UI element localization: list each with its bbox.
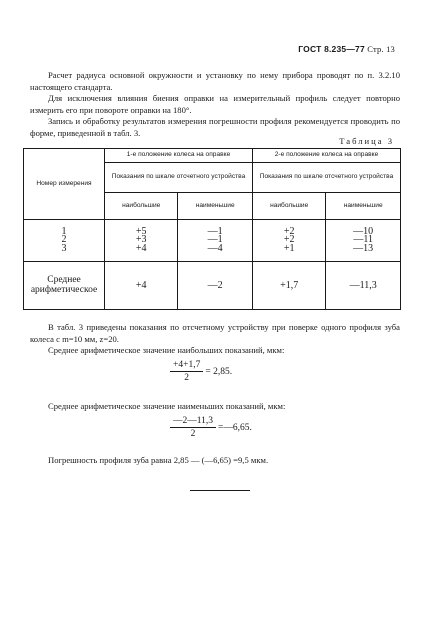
min-values-1-cell (178, 220, 253, 262)
formula2-numerator: —2—11,3 (170, 416, 216, 428)
mean-min-label: Среднее арифметическое значение наименьших показаний, мкм: (48, 401, 286, 411)
min-value-2: —13 (353, 242, 374, 254)
paragraph-radius: Расчет радиуса основной окружности и установку по нему прибора проводят по п. 3.2.10 настоящего стандарта. (30, 70, 400, 92)
min-value-2: —10 (353, 226, 374, 238)
header-min-2: наименьшие (326, 193, 401, 220)
measure-number: 3 (61, 242, 67, 254)
min-value-1: —4 (207, 242, 223, 254)
formula-mean-min (170, 416, 252, 439)
header-measure-number: Номер измерения (24, 149, 105, 220)
max-values-1-cell (105, 220, 178, 262)
max-value-2: +2 (283, 226, 295, 238)
formula2-denominator: 2 (190, 429, 196, 439)
average-max-1: +4 (105, 262, 178, 310)
measure-number: 2 (61, 234, 67, 246)
formula1-result: = 2,85. (205, 366, 233, 377)
mean-max-label: Среднее арифметическое значение наибольших показаний, мкм: (48, 345, 285, 355)
average-max-2: +1,7 (252, 262, 325, 310)
paragraph-recording: Запись и обработку результатов измерения погрешности профиля рекомендуется проводить по форме, приведенной в табл. 3. (30, 116, 400, 138)
min-value-2: —11 (353, 234, 373, 246)
measure-number: 1 (61, 226, 67, 238)
max-value-1: +4 (135, 242, 147, 254)
paragraph-table-note: В табл. 3 приведены показания по отсчетному устройству при поверке одного профиля зуба колеса с m=10 мм, z=20. (30, 322, 400, 344)
formula1-numerator: +4+1,7 (170, 360, 203, 372)
average-min-2: —11,3 (326, 262, 401, 310)
min-values-2-cell (326, 220, 401, 262)
min-value-1: —1 (207, 234, 223, 246)
average-label: Среднее арифметическое (24, 262, 105, 310)
header-max-2: наибольшие (252, 193, 325, 220)
header-max-1: наибольшие (105, 193, 178, 220)
max-values-2-cell (252, 220, 325, 262)
header-min-1: наименьшие (178, 193, 253, 220)
table-caption: Таблица 3 (339, 136, 394, 146)
header-position-2: 2-е положение колеса на оправке (252, 149, 400, 163)
measure-numbers-cell (24, 220, 105, 262)
max-value-2: +2 (283, 234, 295, 246)
formula-mean-max (170, 360, 232, 383)
paragraph-runout: Для исключения влияния биения оправки на измерительный профиль следует повторно измерить его при повороте оправки на 180°. (30, 93, 400, 115)
max-value-1: +5 (135, 226, 147, 238)
page-header (298, 44, 395, 54)
max-value-1: +3 (135, 234, 147, 246)
page-number: Стр. 13 (367, 44, 395, 54)
min-value-1: —1 (207, 226, 223, 238)
end-rule (190, 490, 250, 491)
header-position-1: 1-е положение колеса на оправке (105, 149, 253, 163)
formula1-denominator: 2 (184, 373, 190, 383)
average-min-1: —2 (178, 262, 253, 310)
header-readings-2: Показания по шкале отсчетного устройства (252, 163, 400, 193)
standard-number: ГОСТ 8.235—77 (298, 44, 365, 54)
formula2-result: =—6,65. (218, 422, 252, 433)
max-value-2: +1 (283, 242, 295, 254)
header-readings-1: Показания по шкале отсчетного устройства (105, 163, 253, 193)
conclusion: Погрешность профиля зуба равна 2,85 — (—6,65) =9,5 мкм. (48, 455, 269, 465)
results-table (23, 148, 401, 310)
